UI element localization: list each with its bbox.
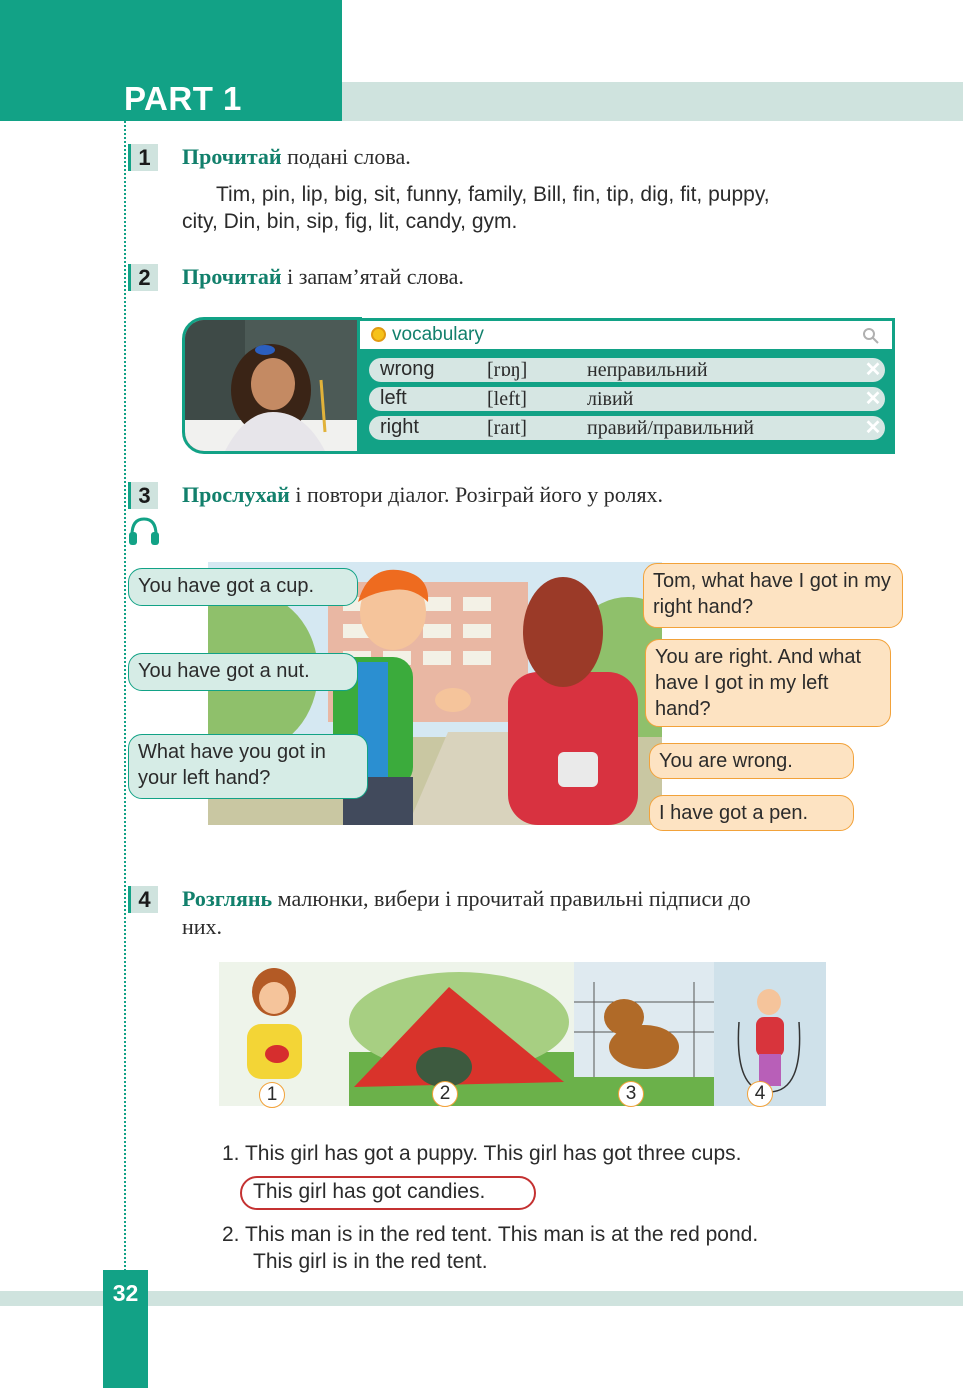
- exercise1-instruction: [182, 144, 411, 170]
- margin-dotted-line: [124, 121, 126, 1271]
- exercise-number-4: 4: [128, 886, 158, 913]
- vocab-transcription: [raɪt]: [487, 417, 527, 439]
- vocab-translation: лівий: [587, 388, 634, 410]
- speech-bubble: You have got a nut.: [128, 653, 358, 691]
- close-icon[interactable]: ✕: [864, 359, 882, 381]
- vocab-translation: правий/правильний: [587, 417, 754, 439]
- pictures-row: [219, 962, 826, 1106]
- word-list-line1: Tim, pin, lip, big, sit, funny, family, Bill, fin, tip, dig, fit, puppy,: [216, 183, 770, 206]
- exercise1-verb: Прочитай: [182, 144, 282, 169]
- search-icon[interactable]: [862, 327, 880, 345]
- exercise2-instruction: [182, 264, 464, 290]
- close-icon[interactable]: ✕: [864, 417, 882, 439]
- picture-number: 2: [432, 1081, 458, 1107]
- vocab-word: right: [380, 416, 419, 438]
- picture-number: 1: [259, 1082, 285, 1108]
- speech-bubble: You are right. And what have I got in my left hand?: [645, 639, 891, 727]
- exercise4-verb: Розглянь: [182, 886, 273, 911]
- exercise-number-3: 3: [128, 482, 158, 509]
- caption-option: 2. This man is in the red tent. This man is at the red pond.: [222, 1223, 759, 1246]
- caption-option: This girl is in the red tent.: [253, 1250, 488, 1273]
- exercise4-instruction: [182, 886, 751, 912]
- exercise3-instruction: [182, 482, 663, 508]
- speech-bubble: What have you got in your left hand?: [128, 734, 368, 799]
- caption-option-correct: This girl has got candies.: [253, 1180, 486, 1203]
- vocab-transcription: [rɒŋ]: [487, 359, 528, 381]
- vocab-transcription: [left]: [487, 388, 527, 410]
- picture-number: 3: [618, 1081, 644, 1107]
- vocab-translation: неправильний: [587, 359, 708, 381]
- vocab-row: [369, 416, 885, 440]
- exercise2-rest: і запам’ятай слова.: [281, 264, 464, 289]
- vocabulary-header: [360, 321, 892, 349]
- exercise-number-2: 2: [128, 264, 158, 291]
- word-list-line2: city, Din, bin, sip, fig, lit, candy, gym.: [182, 210, 518, 233]
- exercise1-rest: подані слова.: [281, 144, 411, 169]
- speech-bubble: You have got a cup.: [128, 568, 358, 606]
- header-strip: [342, 82, 963, 121]
- exercise-number-1: 1: [128, 144, 158, 171]
- vocabulary-bullet-icon: [371, 327, 386, 342]
- vocab-row: [369, 387, 885, 411]
- exercise4-instruction-line2: них.: [182, 914, 223, 939]
- exercise3-verb: Прослухай: [182, 482, 290, 507]
- exercise2-verb: Прочитай: [182, 264, 282, 289]
- part-title: PART 1: [124, 80, 242, 117]
- vocab-word: wrong: [380, 358, 435, 380]
- speech-bubble: Tom, what have I got in my right hand?: [643, 563, 903, 628]
- vocab-row: [369, 358, 885, 382]
- close-icon[interactable]: ✕: [864, 388, 882, 410]
- exercise3-rest: і повтори діалог. Розіграй його у ролях.: [289, 482, 664, 507]
- exercise4-rest: малюнки, вибери і прочитай правильні підписи до: [272, 886, 751, 911]
- vocabulary-title: vocabulary: [392, 324, 484, 345]
- caption-option: 1. This girl has got a puppy. This girl has got three cups.: [222, 1142, 742, 1165]
- vocabulary-box: [357, 318, 895, 454]
- page-number: 32: [112, 1280, 139, 1306]
- speech-bubble: I have got a pen.: [649, 795, 854, 831]
- vocab-word: left: [380, 387, 407, 409]
- picture-number: 4: [747, 1081, 773, 1107]
- girl-writing-photo: [182, 317, 362, 454]
- speech-bubble: You are wrong.: [649, 743, 854, 779]
- headphones-icon: [127, 515, 161, 547]
